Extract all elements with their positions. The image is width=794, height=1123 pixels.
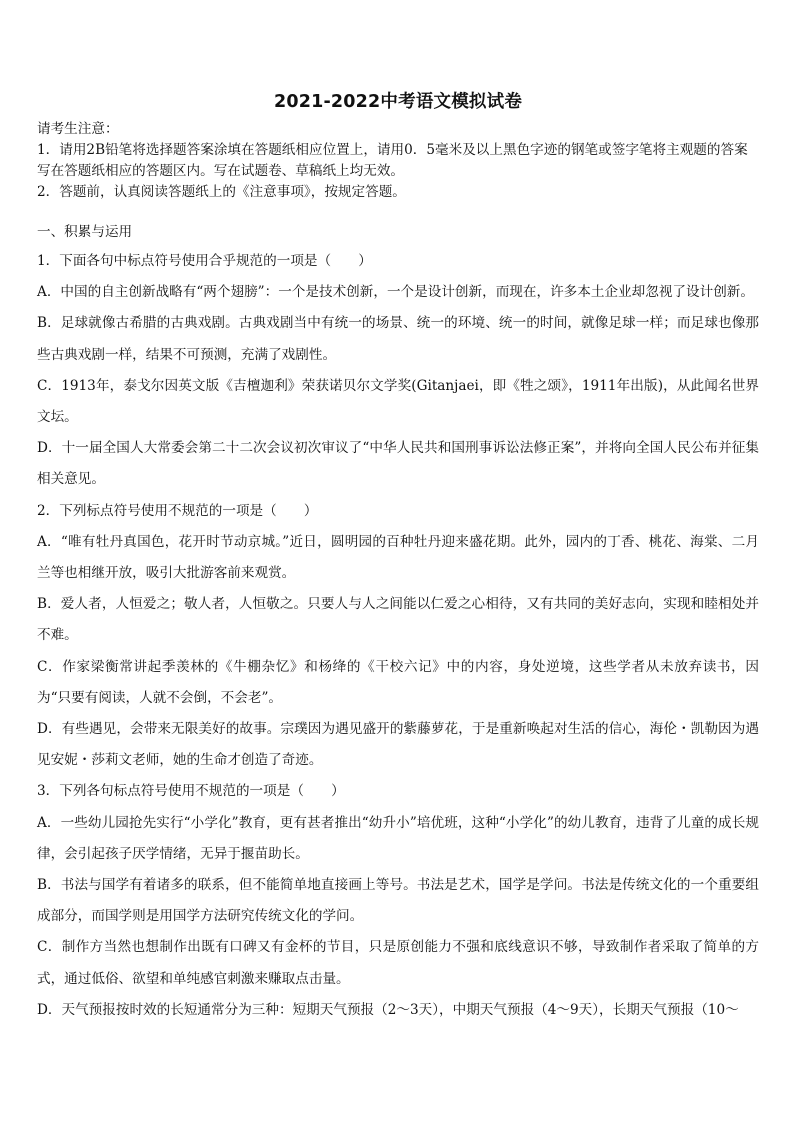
question-option: C．1913年，泰戈尔因英文版《吉檀迦利》荣获诺贝尔文学奖(Gitanjaei，即《牲之颂》，1911年出版)，从此闻名世界文坛。 (37, 377, 759, 426)
notice-item: 1．请用2B铅笔将选择题答案涂填在答题纸相应位置上，请用0．5毫米及以上黑色字迹的钢笔或签字笔将主观题的答案写在答题纸相应的答题区内。写在试题卷、草稿纸上均无效。 (37, 142, 748, 179)
question-option: B．书法与国学有着诸多的联系，但不能简单地直接画上等号。书法是艺术，国学是学问。书法是传统文化的一个重要组成部分，而国学则是用国学方法研究传统文化的学问。 (37, 877, 759, 925)
notice-block (37, 119, 759, 203)
question-option: B．足球就像古希腊的古典戏剧。古典戏剧当中有统一的场景、统一的环境、统一的时间，就像足球一样；而足球也像那些古典戏剧一样，结果不可预测，充满了戏剧性。 (37, 315, 759, 363)
section-title: 一、积累与运用 (37, 224, 133, 240)
question-option: A．一些幼儿园抢先实行“小学化”教育，更有甚者推出“幼升小”培优班，这种“小学化”的幼儿教育，违背了儿童的成长规律，会引起孩子厌学情绪，无异于揠苗助长。 (37, 814, 759, 862)
question-option: C．制作方当然也想制作出既有口碑又有金杯的节目，只是原创能力不强和底线意识不够，导致制作者采取了简单的方式，通过低俗、欲望和单纯感官刺激来赚取点击量。 (37, 939, 759, 987)
question-stem: 3．下列各句标点符号使用不规范的一项是（ ） (37, 783, 345, 800)
question-option: D．有些遇见，会带来无限美好的故事。宗璞因为遇见盛开的紫藤萝花，于是重新唤起对生活的信心，海伦・凯勒因为遇见安妮・莎莉文老师，她的生命才创造了奇迹。 (37, 721, 759, 769)
question-option: C．作家梁衡常讲起季羡林的《牛棚杂忆》和杨绛的《干校六记》中的内容，身处逆境，这些学者从未放弃读书，因为“只要有阅读，人就不会倒，不会老”。 (37, 658, 759, 706)
question-option: D．十一届全国人大常委会第二十二次会议初次审议了“中华人民共和国刑事诉讼法修正案”，并将向全国人民公布并征集相关意见。 (37, 440, 759, 488)
question-option: A．“唯有牡丹真国色，花开时节动京城。”近日，圆明园的百种牡丹迎来盛花期。此外，园内的丁香、桃花、海棠、二月兰等也相继开放，吸引大批游客前来观赏。 (37, 533, 759, 582)
question-option: B．爱人者，人恒爱之；敬人者，人恒敬之。只要人与人之间能以仁爱之心相待，又有共同的美好志向，实现和睦相处并不难。 (37, 596, 759, 644)
question-option: D．天气预报按时效的长短通常分为三种：短期天气预报（2～3天），中期天气预报（4～9天），长期天气预报（10～ (37, 1001, 739, 1018)
questions-body (37, 246, 759, 1026)
notice-heading: 请考生注意： (37, 121, 119, 137)
notice-item: 2．答题前，认真阅读答题纸上的《注意事项》，按规定答题。 (37, 184, 406, 200)
question-stem: 2．下列标点符号使用不规范的一项是（ ） (37, 502, 318, 519)
question-option: A．中国的自主创新战略有“两个翅膀”：一个是技术创新，一个是设计创新，而现在，许多本土企业却忽视了设计创新。 (37, 284, 754, 301)
question-stem: 1．下面各句中标点符号使用合乎规范的一项是（ ） (37, 253, 372, 269)
page-title: 2021-2022中考语文模拟试卷 (273, 92, 523, 112)
